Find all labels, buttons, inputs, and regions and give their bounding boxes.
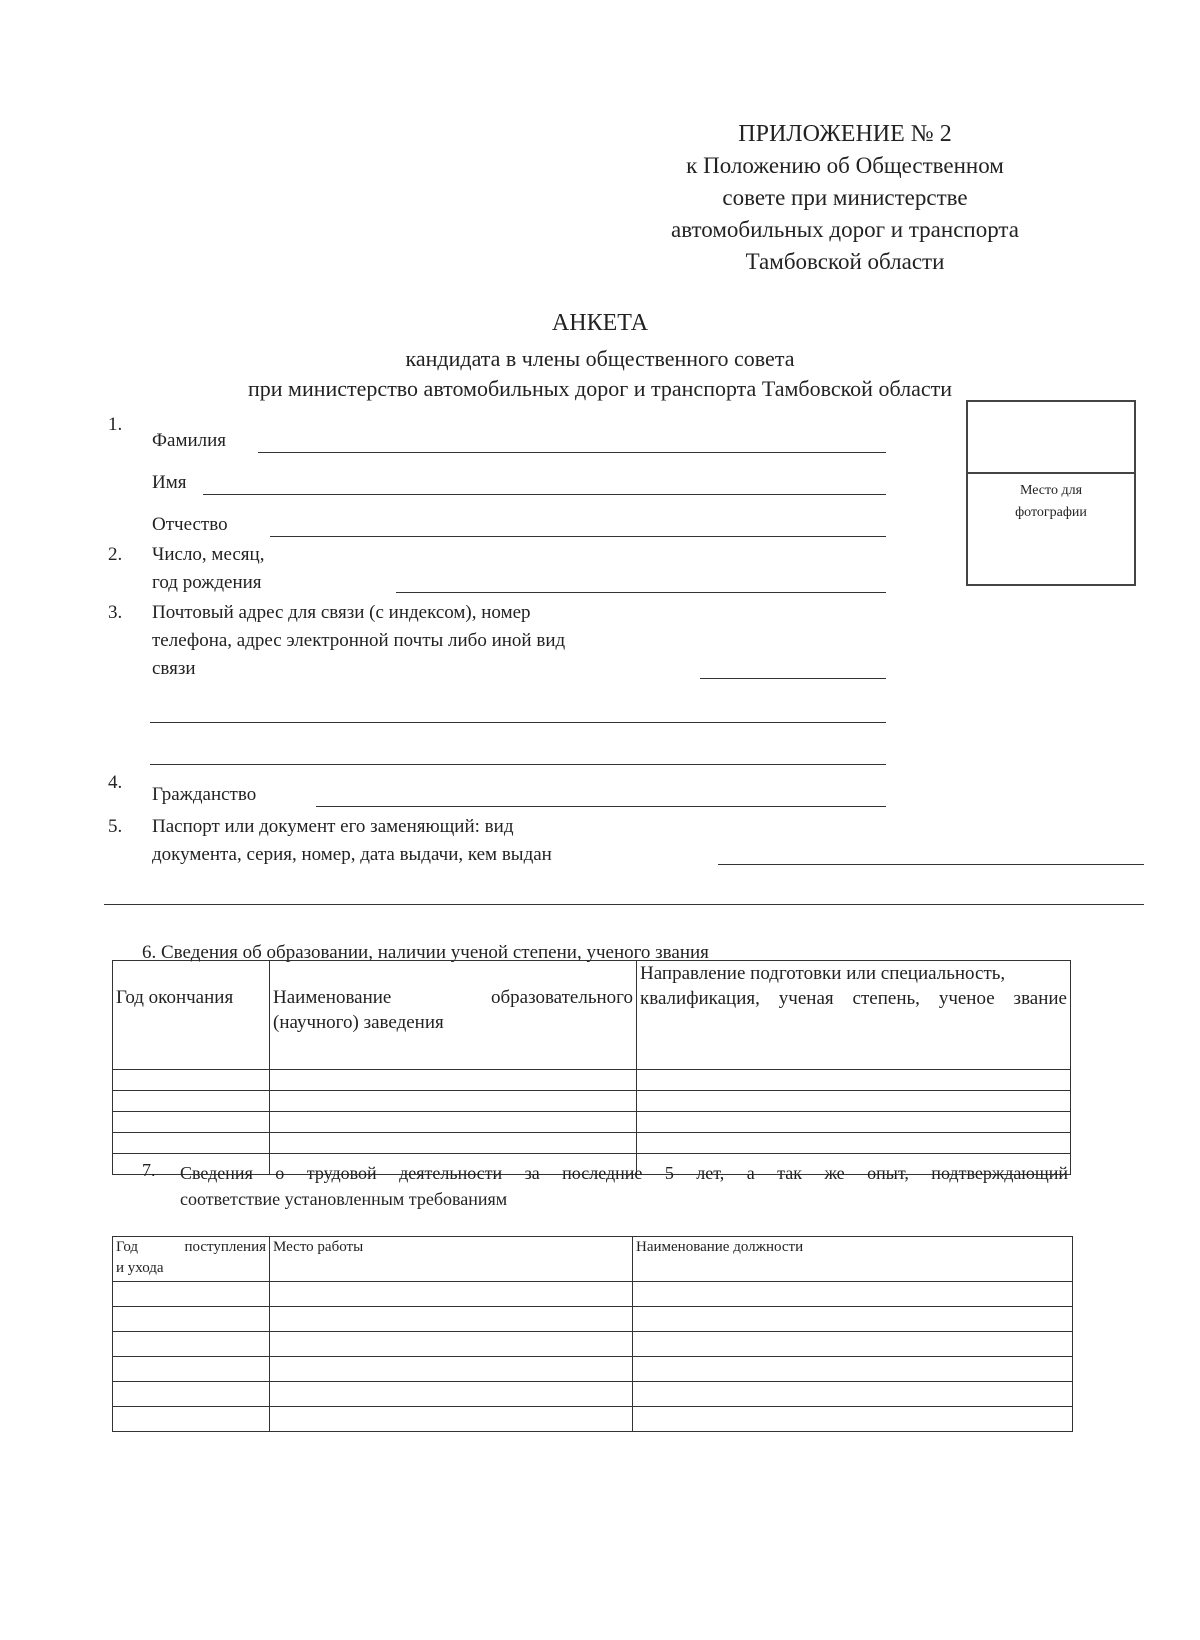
appendix-header xyxy=(610,118,1080,278)
photo-box xyxy=(966,400,1136,586)
table-cell[interactable] xyxy=(270,1282,633,1307)
appendix-line: автомобильных дорог и транспорта xyxy=(671,217,1019,242)
name-label: Имя xyxy=(152,472,187,493)
column-header-line: Год поступления xyxy=(116,1239,266,1255)
contact-field[interactable] xyxy=(700,678,886,679)
table-row xyxy=(113,1357,1073,1382)
appendix-line: к Положению об Общественном xyxy=(686,153,1004,178)
table-cell[interactable] xyxy=(113,1332,270,1357)
table-cell[interactable] xyxy=(113,1133,270,1154)
table-cell[interactable] xyxy=(270,1133,637,1154)
item-number: 2. xyxy=(108,544,123,565)
contact-label: телефона, адрес электронной почты либо иной вид xyxy=(152,630,566,651)
table-row xyxy=(113,1282,1073,1307)
table-cell[interactable] xyxy=(270,1382,633,1407)
table-cell[interactable] xyxy=(270,1357,633,1382)
table-row xyxy=(113,1307,1073,1332)
work-heading-line: Сведения о трудовой деятельности за последние 5 лет, а так же опыт, подтверждающий xyxy=(180,1163,1068,1183)
item-number: 7. xyxy=(142,1160,156,1180)
column-header-line: Наименование образовательного xyxy=(273,987,633,1008)
table-header-row xyxy=(113,961,1071,1070)
table-cell[interactable] xyxy=(633,1282,1073,1307)
surname-label: Фамилия xyxy=(152,430,227,451)
work-table xyxy=(112,1236,1073,1432)
form-subtitle: кандидата в члены общественного совета xyxy=(405,346,795,371)
dob-field[interactable] xyxy=(396,592,886,593)
name-field[interactable] xyxy=(203,494,886,495)
column-header: Направление подготовки или специальность, квалификация, ученая степень, ученое звание xyxy=(637,961,1071,1070)
citizenship-label: Гражданство xyxy=(152,784,257,805)
work-heading xyxy=(180,1160,1068,1212)
photo-caption-line: фотографии xyxy=(1015,505,1087,520)
table-row xyxy=(113,1070,1071,1091)
table-cell[interactable] xyxy=(637,1091,1071,1112)
table-cell[interactable] xyxy=(270,1407,633,1432)
table-cell[interactable] xyxy=(113,1357,270,1382)
table-header-row xyxy=(113,1237,1073,1282)
column-header xyxy=(113,1237,270,1282)
item-number: 1. xyxy=(108,414,123,435)
patronymic-field[interactable] xyxy=(270,536,886,537)
contact-field[interactable] xyxy=(150,764,886,765)
item-number: 4. xyxy=(108,772,123,793)
table-cell[interactable] xyxy=(270,1091,637,1112)
dob-label: Число, месяц, xyxy=(152,544,265,565)
table-cell[interactable] xyxy=(633,1382,1073,1407)
patronymic-label: Отчество xyxy=(152,514,228,535)
passport-field[interactable] xyxy=(718,864,1144,865)
table-cell[interactable] xyxy=(637,1112,1071,1133)
contact-field[interactable] xyxy=(150,722,886,723)
table-cell[interactable] xyxy=(637,1070,1071,1091)
photo-divider xyxy=(968,472,1134,474)
citizenship-field[interactable] xyxy=(316,806,886,807)
table-cell[interactable] xyxy=(113,1307,270,1332)
table-cell[interactable] xyxy=(270,1112,637,1133)
dob-label: год рождения xyxy=(152,572,262,593)
table-cell[interactable] xyxy=(113,1407,270,1432)
table-row xyxy=(113,1112,1071,1133)
table-row xyxy=(113,1091,1071,1112)
appendix-line: совете при министерстве xyxy=(722,185,968,210)
passport-label: Паспорт или документ его заменяющий: вид xyxy=(152,816,514,837)
contact-label: связи xyxy=(152,658,196,679)
item-number: 3. xyxy=(108,602,123,623)
form-title: АНКЕТА xyxy=(551,310,649,336)
column-header: Место работы xyxy=(270,1237,633,1282)
education-table xyxy=(112,960,1071,1175)
passport-label: документа, серия, номер, дата выдачи, кем выдан xyxy=(152,844,552,865)
column-header: Наименование должности xyxy=(633,1237,1073,1282)
table-row xyxy=(113,1407,1073,1432)
table-cell[interactable] xyxy=(637,1133,1071,1154)
column-header: Год окончания xyxy=(113,961,270,1070)
appendix-title: ПРИЛОЖЕНИЕ № 2 xyxy=(738,121,952,147)
table-cell[interactable] xyxy=(113,1091,270,1112)
column-header-line: (научного) заведения xyxy=(273,1012,444,1033)
column-header xyxy=(270,961,637,1070)
table-cell[interactable] xyxy=(270,1307,633,1332)
photo-caption-line: Место для xyxy=(1019,483,1083,498)
form-subtitle: при министерство автомобильных дорог и транспорта Тамбовской области xyxy=(248,376,952,401)
table-cell[interactable] xyxy=(113,1282,270,1307)
table-cell[interactable] xyxy=(633,1332,1073,1357)
surname-field[interactable] xyxy=(258,452,886,453)
work-heading-line: соответствие установленным требованиям xyxy=(180,1189,508,1209)
table-cell[interactable] xyxy=(633,1307,1073,1332)
table-row xyxy=(113,1133,1071,1154)
table-cell[interactable] xyxy=(633,1357,1073,1382)
table-cell[interactable] xyxy=(113,1382,270,1407)
table-cell[interactable] xyxy=(113,1112,270,1133)
table-cell[interactable] xyxy=(113,1070,270,1091)
passport-field[interactable] xyxy=(104,904,1144,905)
table-cell[interactable] xyxy=(633,1407,1073,1432)
photo-caption xyxy=(968,480,1134,524)
contact-label: Почтовый адрес для связи (с индексом), номер xyxy=(152,602,531,623)
table-row xyxy=(113,1332,1073,1357)
appendix-line: Тамбовской области xyxy=(745,249,945,274)
table-cell[interactable] xyxy=(270,1332,633,1357)
table-cell[interactable] xyxy=(270,1070,637,1091)
item-number: 5. xyxy=(108,816,123,837)
column-header-line: и ухода xyxy=(116,1260,164,1276)
table-row xyxy=(113,1382,1073,1407)
education-heading: 6. Сведения об образовании, наличии ученой степени, ученого звания xyxy=(142,942,709,963)
